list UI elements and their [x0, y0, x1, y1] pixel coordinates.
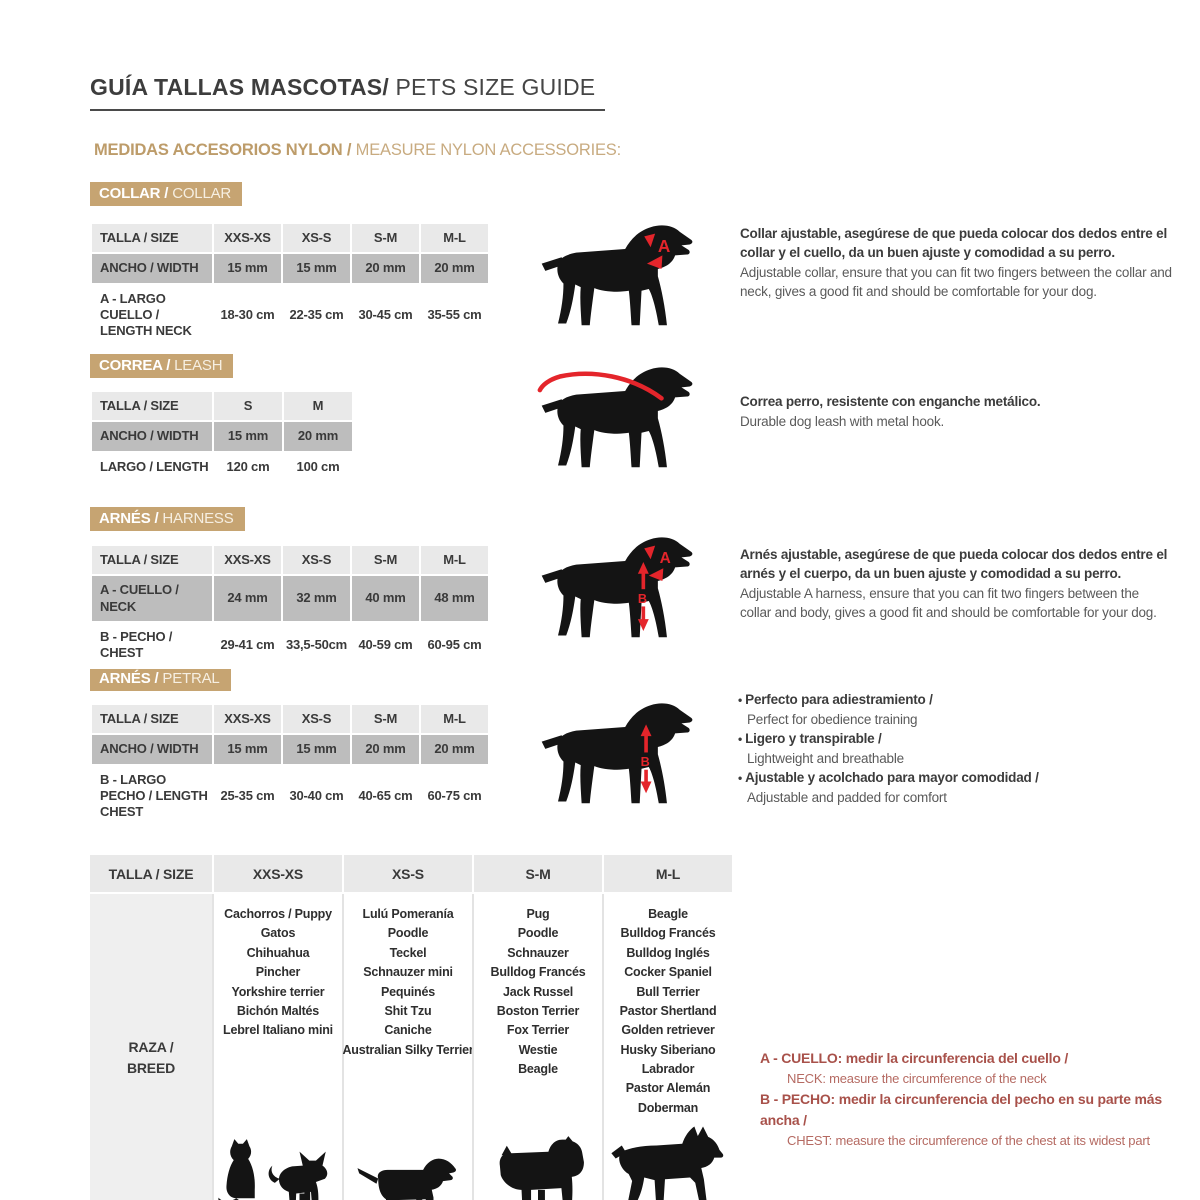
table-row	[91, 575, 489, 622]
breed-name: Pincher	[255, 965, 301, 980]
dog-silhouette-harness-icon	[536, 532, 718, 650]
cell-value: 15 mm	[213, 734, 282, 764]
cell-value: S	[213, 391, 283, 421]
schnauzer-silhouette-icon	[486, 1128, 590, 1200]
cell-value: S-M	[351, 223, 420, 253]
page-subtitle	[94, 141, 621, 160]
breed-name: Bull Terrier	[636, 984, 700, 999]
breed-silhouettes	[601, 1118, 735, 1200]
breed-silhouettes	[214, 1126, 343, 1200]
breed-name: Shit Tzu	[384, 1003, 432, 1018]
row-label: TALLA / SIZE	[91, 391, 213, 421]
breed-name: Poodle	[387, 926, 429, 941]
breed-name: Pug	[526, 907, 550, 921]
breed-name: Westie	[518, 1042, 558, 1057]
page-title-en: PETS SIZE GUIDE	[388, 74, 596, 100]
tag-en: PETRAL	[158, 670, 220, 687]
table-row	[91, 704, 489, 734]
row-label: TALLA / SIZE	[91, 545, 213, 575]
cell-value: M-L	[420, 704, 489, 734]
breed-name: Gatos	[260, 926, 296, 941]
cell-value: 24 mm	[213, 575, 282, 622]
cell-value: 22-35 cm	[282, 284, 351, 347]
chest-measure-letter: B	[637, 591, 647, 606]
measure-note-es: A - CUELLO: medir la circunferencia del cuello /	[760, 1050, 1069, 1066]
breed-name: Jack Russel	[502, 984, 574, 999]
breed-size-table	[90, 855, 732, 1200]
breed-name: Chihuahua	[246, 945, 310, 960]
row-label: LARGO / LENGTH	[91, 452, 213, 482]
cell-value: 29-41 cm	[213, 622, 282, 669]
cell-value: 120 cm	[213, 452, 283, 482]
row-label: ANCHO / WIDTH	[91, 421, 213, 451]
breed-name: Labrador	[641, 1062, 695, 1076]
cell-value: XXS-XS	[213, 545, 282, 575]
row-label: A - CUELLO / NECK	[91, 575, 213, 622]
dog-petral-figure	[536, 698, 718, 816]
breed-name: Yorkshire terrier	[231, 984, 325, 999]
cell-value: 25-35 cm	[213, 765, 282, 828]
measure-note-en: NECK: measure the circumference of the neck	[787, 1071, 1047, 1086]
breed-name: Bulldog Inglés	[626, 945, 710, 960]
breed-name: Lulú Pomeranía	[362, 907, 454, 921]
feature-es: • Perfecto para adiestramiento /	[738, 690, 1168, 710]
breed-column	[602, 894, 732, 1200]
page-subtitle-es: MEDIDAS ACCESORIOS NYLON /	[94, 141, 352, 159]
cell-value: 60-95 cm	[420, 622, 489, 669]
neck-measure-letter: A	[657, 235, 671, 256]
dog-leash-figure	[536, 362, 718, 480]
measure-note-en: CHEST: measure the circumference of the chest at its widest part	[787, 1132, 1150, 1148]
cell-value: 18-30 cm	[213, 284, 282, 347]
dachshund-silhouette-icon	[354, 1152, 462, 1200]
breed-row-label-line1: RAZA /	[128, 1039, 174, 1056]
tag-en: LEASH	[170, 357, 223, 374]
feature-en: Perfect for obedience training	[747, 711, 918, 727]
row-label: B - PECHO / CHEST	[91, 622, 213, 669]
breed-name: Pequinés	[381, 984, 435, 999]
table-row	[91, 545, 489, 575]
cell-value: 35-55 cm	[420, 284, 489, 347]
feature-en: Lightweight and breathable	[747, 750, 904, 766]
breed-name: Bichón Maltés	[236, 1003, 320, 1018]
breed-size-header: S-M	[472, 855, 602, 892]
cat-silhouette-icon	[214, 1126, 260, 1200]
cell-value: 15 mm	[213, 421, 283, 451]
measure-note-es: B - PECHO: medir la circunferencia del pecho en su parte más ancha /	[760, 1090, 1162, 1128]
table-row	[91, 421, 353, 451]
dog-silhouette-collar-icon	[536, 220, 718, 338]
table-row	[91, 284, 489, 347]
dog-silhouette-petral-icon	[536, 698, 718, 816]
cell-value: 40 mm	[351, 575, 420, 622]
table-row	[91, 391, 353, 421]
page-subtitle-en: MEASURE NYLON ACCESSORIES:	[351, 141, 621, 159]
breed-size-header: XXS-XS	[212, 855, 342, 892]
cell-value: 30-45 cm	[351, 284, 420, 347]
dog-collar-figure	[536, 220, 718, 338]
table-row	[91, 765, 489, 828]
breed-name: Boston Terrier	[496, 1003, 580, 1018]
page-title-es: GUÍA TALLAS MASCOTAS/	[90, 74, 389, 100]
breed-name: Bulldog Francés	[620, 926, 716, 941]
page-title	[90, 74, 605, 111]
cell-value: M-L	[420, 545, 489, 575]
feature-es: • Ajustable y acolchado para mayor comodidad /	[738, 768, 1168, 788]
cell-value: 20 mm	[420, 253, 489, 283]
feature-es: • Ligero y transpirable /	[738, 729, 1168, 749]
tag-en: COLLAR	[168, 185, 232, 202]
petral-size-table	[90, 703, 490, 828]
row-label: ANCHO / WIDTH	[91, 734, 213, 764]
collar-description	[740, 224, 1172, 302]
row-label: ANCHO / WIDTH	[91, 253, 213, 283]
harness-description	[740, 545, 1172, 623]
breed-name: Australian Silky Terrier	[342, 1042, 474, 1057]
breed-silhouettes	[486, 1128, 590, 1200]
cell-value: 15 mm	[282, 734, 351, 764]
cell-value: S-M	[351, 545, 420, 575]
cell-value: 40-65 cm	[351, 765, 420, 828]
table-row	[91, 253, 489, 283]
breed-name: Bulldog Francés	[490, 965, 586, 980]
cell-value: 40-59 cm	[351, 622, 420, 669]
cell-value: 33,5-50cm	[282, 622, 351, 669]
breed-table-header	[90, 855, 732, 892]
breed-name: Beagle	[518, 1062, 558, 1076]
cell-value: 20 mm	[351, 734, 420, 764]
breed-name: Caniche	[384, 1023, 432, 1038]
cell-value: 20 mm	[420, 734, 489, 764]
tag-es: CORREA /	[99, 357, 171, 374]
breed-name: Lebrel Italiano mini	[223, 1023, 333, 1038]
breed-name: Teckel	[389, 945, 427, 960]
cell-value: 32 mm	[282, 575, 351, 622]
harness-size-table	[90, 544, 490, 669]
tag-es: ARNÉS /	[99, 670, 159, 687]
row-label: B - LARGO PECHO / LENGTH CHEST	[91, 765, 213, 828]
tag-en: HARNESS	[158, 510, 234, 527]
cell-value: M-L	[420, 223, 489, 253]
cell-value: XXS-XS	[213, 704, 282, 734]
breed-column	[342, 894, 472, 1200]
doberman-silhouette-icon	[601, 1118, 735, 1200]
tag-es: COLLAR /	[99, 185, 169, 202]
measuring-notes	[760, 1048, 1185, 1150]
breed-name: Pastor Shertland	[619, 1003, 717, 1018]
collar-description-es: Collar ajustable, asegúrese de que pueda colocar dos dedos entre el collar y el cuello, da un buen ajuste y comodidad a su perro.	[740, 226, 1167, 261]
dog-harness-figure	[536, 532, 718, 650]
breed-name: Beagle	[648, 907, 688, 921]
cell-value: 15 mm	[282, 253, 351, 283]
leash-description	[740, 392, 1172, 431]
section-header-harness	[90, 507, 245, 531]
cell-value: 15 mm	[213, 253, 282, 283]
cell-value: XXS-XS	[213, 223, 282, 253]
breed-column	[472, 894, 602, 1200]
breed-row-label-line2: BREED	[126, 1060, 175, 1077]
section-header-petral	[90, 667, 231, 691]
breed-name: Cachorros / Puppy	[224, 907, 332, 921]
table-row	[91, 452, 353, 482]
cell-value: XS-S	[282, 545, 351, 575]
breed-name: Poodle	[517, 926, 559, 941]
breed-name: Schnauzer mini	[363, 965, 453, 980]
neck-measure-letter: A	[659, 549, 671, 567]
row-label: TALLA / SIZE	[91, 704, 213, 734]
chest-measure-letter: B	[640, 755, 650, 770]
section-header-leash	[90, 354, 233, 378]
table-row	[91, 734, 489, 764]
collar-description-en: Adjustable collar, ensure that you can fit two fingers between the collar and neck, gives a good fit and should be comfortable for your dog.	[740, 265, 1172, 300]
table-row	[91, 223, 489, 253]
harness-description-en: Adjustable A harness, ensure that you can fit two fingers between the collar and body, gives a good fit and should be comfortable for your dog.	[740, 586, 1157, 621]
row-label: A - LARGO CUELLO / LENGTH NECK	[91, 284, 213, 347]
breed-row-label	[90, 894, 212, 1200]
breed-table-size-label: TALLA / SIZE	[90, 855, 212, 892]
chest-arrow-down-icon	[641, 782, 652, 794]
breed-size-header: M-L	[602, 855, 732, 892]
breed-name: Schnauzer	[507, 945, 569, 960]
cell-value: 20 mm	[283, 421, 353, 451]
leash-description-es: Correa perro, resistente con enganche metálico.	[740, 394, 1041, 409]
section-header-collar	[90, 182, 242, 206]
cell-value: 100 cm	[283, 452, 353, 482]
breed-name: Cocker Spaniel	[624, 965, 712, 980]
chihuahua-silhouette-icon	[265, 1146, 343, 1200]
breed-name: Husky Siberiano	[620, 1042, 716, 1057]
dog-silhouette-leash-icon	[536, 362, 718, 480]
petral-feature-list	[738, 690, 1168, 807]
harness-description-es: Arnés ajustable, asegúrese de que pueda colocar dos dedos entre el arnés y el cuerpo, da un buen ajuste y comodidad a su perro.	[740, 547, 1168, 582]
breed-column	[212, 894, 342, 1200]
cell-value: 48 mm	[420, 575, 489, 622]
breed-name: Doberman	[637, 1100, 699, 1115]
row-label: TALLA / SIZE	[91, 223, 213, 253]
cell-value: 60-75 cm	[420, 765, 489, 828]
breed-silhouettes	[354, 1152, 462, 1200]
breed-name: Fox Terrier	[506, 1023, 570, 1038]
cell-value: S-M	[351, 704, 420, 734]
breed-name: Golden retriever	[621, 1023, 715, 1038]
collar-size-table	[90, 222, 490, 347]
leash-size-table	[90, 390, 354, 483]
tag-es: ARNÉS /	[99, 510, 159, 527]
breed-name: Pastor Alemán	[625, 1081, 711, 1096]
breed-size-header: XS-S	[342, 855, 472, 892]
breed-table-body	[90, 894, 732, 1200]
leash-description-en: Durable dog leash with metal hook.	[740, 414, 945, 430]
cell-value: 30-40 cm	[282, 765, 351, 828]
table-row	[91, 622, 489, 669]
cell-value: XS-S	[282, 704, 351, 734]
cell-value: M	[283, 391, 353, 421]
cell-value: 20 mm	[351, 253, 420, 283]
cell-value: XS-S	[282, 223, 351, 253]
feature-en: Adjustable and padded for comfort	[747, 789, 947, 805]
